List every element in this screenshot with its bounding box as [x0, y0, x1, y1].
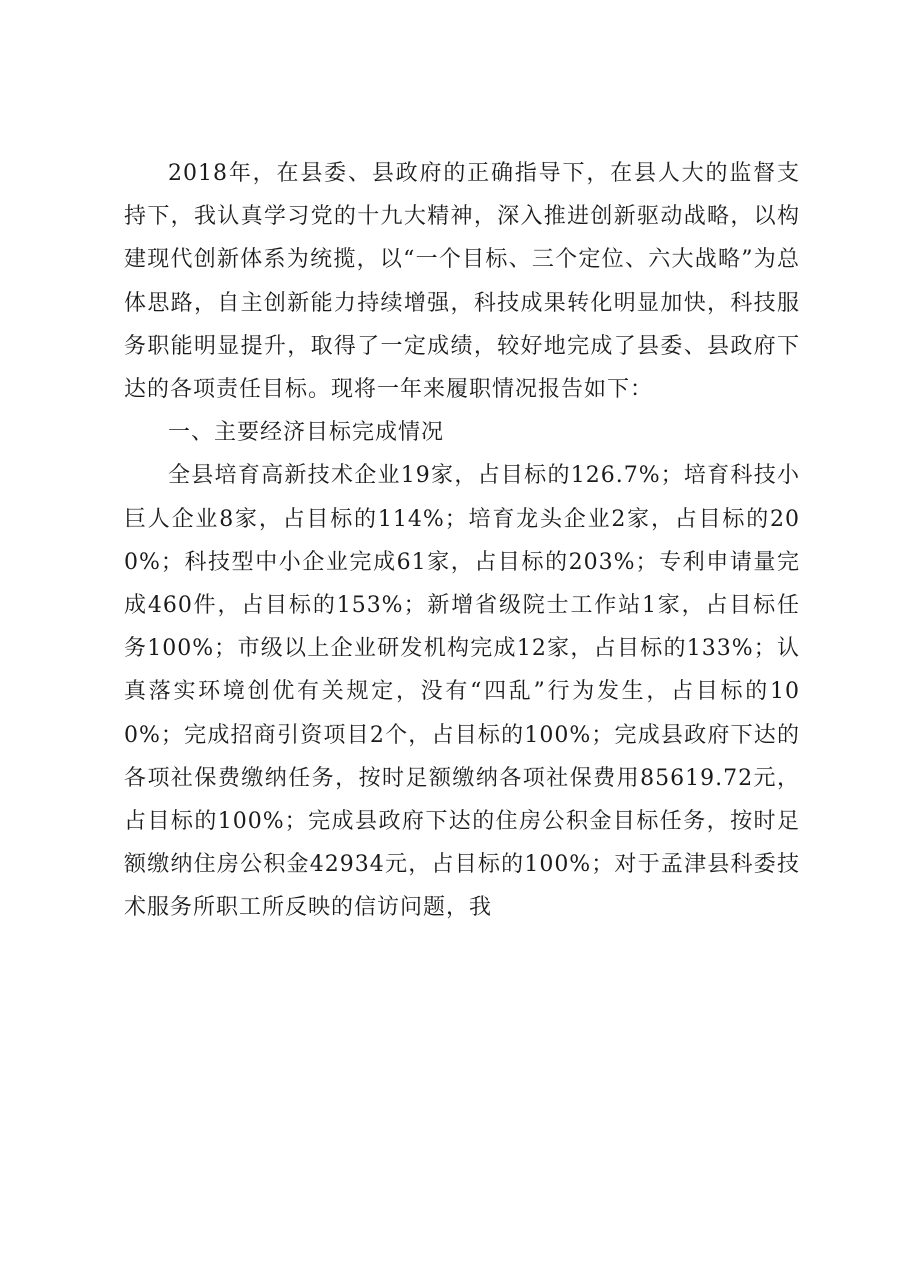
section-heading: 一、主要经济目标完成情况 — [168, 420, 445, 446]
section-paragraph: 全县培育高新技术企业19家，占目标的126.7%；培育科技小巨人企业8家，占目标的114%；培育龙头企业2家，占目标的200%；科技型中小企业完成61家，占目标的203%；专利申请量完成460件，占目标的153%；新增省级院士工作站1家，占目标任务100%；市级以上企业研发机构完成12家，占目标的133%；认真落实环境创优有关规定，没有“四乱”行为发生，占目标的100%；完成招商引资项目2个，占目标的100%；完成县政府下达的各项社保费缴纳任务，按时足额缴纳各项社保费用85619.72元，占目标的100%；完成县政府下达的住房公积金目标任务，按时足额缴纳住房公积金42934元，占目标的100%；对于孟津县科委技术服务所职工所反映的信访问题，我 — [124, 463, 800, 921]
document-body — [124, 152, 800, 930]
intro-paragraph: 2018年，在县委、县政府的正确指导下，在县人大的监督支持下，我认真学习党的十九大精神，深入推进创新驱动战略，以构建现代创新体系为统揽，以“一个目标、三个定位、六大战略”为总体思路，自主创新能力持续增强，科技成果转化明显加快，科技服务职能明显提升，取得了一定成绩，较好地完成了县委、县政府下达的各项责任目标。现将一年来履职情况报告如下： — [124, 161, 800, 403]
